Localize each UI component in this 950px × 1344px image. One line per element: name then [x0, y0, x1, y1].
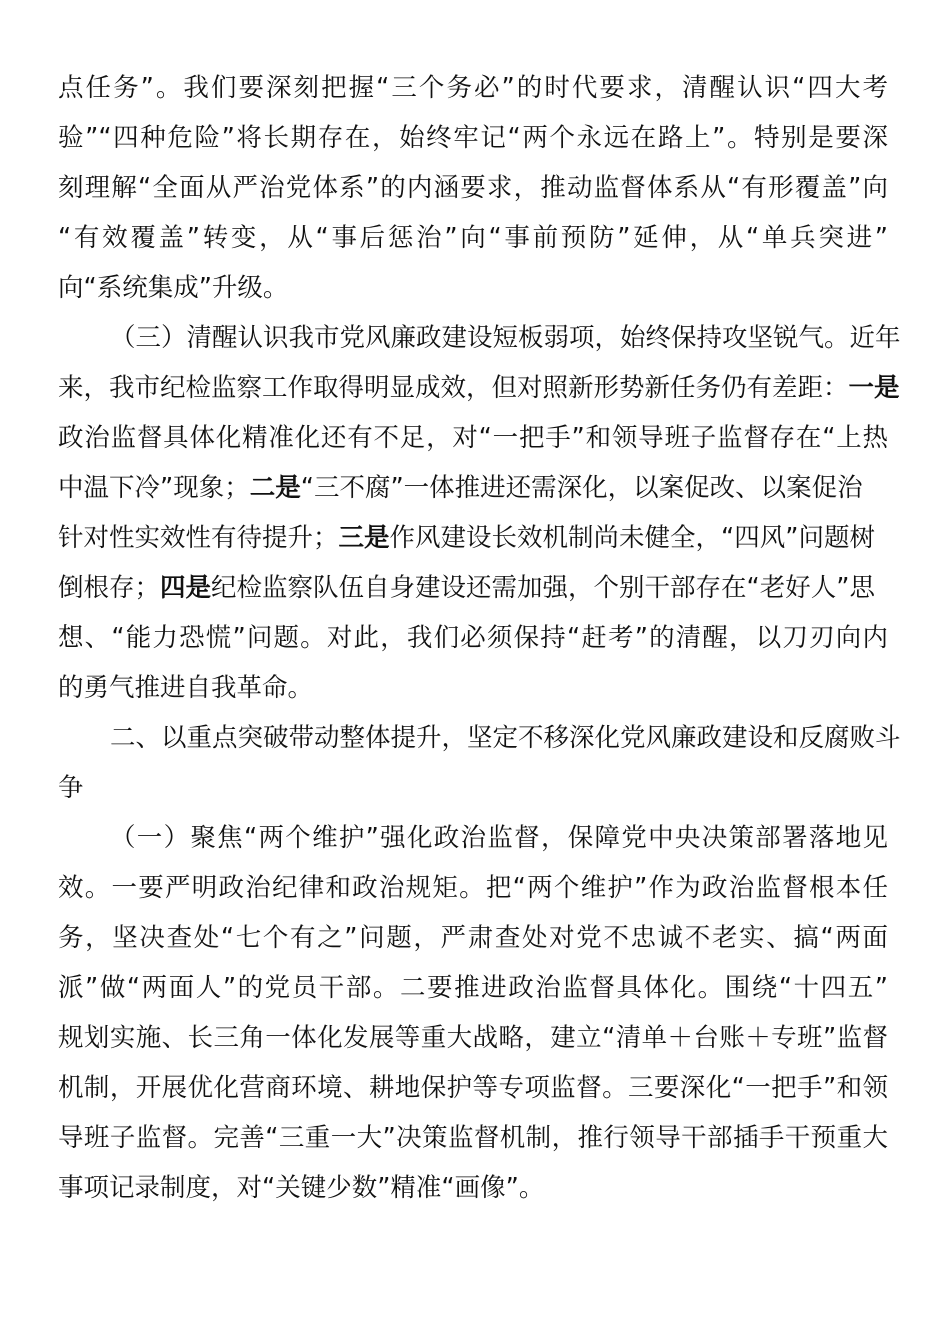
text-line: 的勇气推进自我革命。 [58, 673, 314, 703]
emphasis-label: 一是 [848, 373, 900, 403]
text-line: 规划实施、长三角一体化发展等重大战略，建立“清单＋台账＋专班”监督 [58, 1023, 888, 1053]
section-heading-line: 二、以重点突破带动整体提升，坚定不移深化党风廉政建设和反腐败斗 [110, 723, 901, 753]
text-line: 向“系统集成”升级。 [58, 273, 289, 303]
text-line: 验”“四种危险”将长期存在，始终牢记“两个永远在路上”。特别是要深 [58, 123, 888, 153]
emphasis-label: 三是 [338, 523, 390, 553]
text-line: 派”做“两面人”的党员干部。二要推进政治监督具体化。围绕“十四五” [58, 973, 888, 1003]
text-segment: 倒根存； [58, 573, 161, 603]
text-line: 点任务”。我们要深刻把握“三个务必”的时代要求，清醒认识“四大考 [58, 73, 888, 103]
text-line: 机制，开展优化营商环境、耕地保护等专项监督。三要深化“一把手”和领 [58, 1073, 888, 1103]
text-segment: 来，我市纪检监察工作取得明显成效，但对照新形势新任务仍有差距： [58, 373, 849, 403]
emphasis-label: 四是 [160, 573, 212, 603]
text-line: 想、“能力恐慌”问题。对此，我们必须保持“赶考”的清醒，以刀刃向内 [58, 623, 888, 653]
text-line [58, 520, 888, 556]
text-segment: 作风建设长效机制尚未健全，“四风”问题树 [389, 523, 875, 553]
text-line [58, 470, 888, 506]
text-line [58, 370, 900, 406]
text-line: 导班子监督。完善“三重一大”决策监督机制，推行领导干部插手干预重大 [58, 1123, 888, 1153]
text-segment: 纪检监察队伍自身建设还需加强，个别干部存在“老好人”思 [211, 573, 875, 603]
text-segment: 中温下冷”现象； [58, 473, 250, 503]
text-line: 务，坚决查处“七个有之”问题，严肃查处对党不忠诚不老实、搞“两面 [58, 923, 888, 953]
subsection-heading-line: （三）清醒认识我市党风廉政建设短板弱项，始终保持攻坚锐气。近年 [110, 323, 901, 353]
text-segment: “三不腐”一体推进还需深化，以案促改、以案促治 [300, 473, 863, 503]
text-line: 效。一要严明政治纪律和政治规矩。把“两个维护”作为政治监督根本任 [58, 873, 888, 903]
text-line: 事项记录制度，对“关键少数”精准“画像”。 [58, 1173, 545, 1203]
emphasis-label: 二是 [249, 473, 301, 503]
text-line: “有效覆盖”转变，从“事后惩治”向“事前预防”延伸，从“单兵突进” [58, 223, 888, 253]
text-segment: 针对性实效性有待提升； [58, 523, 339, 553]
text-line [58, 570, 888, 606]
text-line: 刻理解“全面从严治党体系”的内涵要求，推动监督体系从“有形覆盖”向 [58, 173, 888, 203]
section-heading-line: 争 [58, 773, 84, 803]
text-line: 政治监督具体化精准化还有不足，对“一把手”和领导班子监督存在“上热 [58, 423, 888, 453]
subsection-heading-line: （一）聚焦“两个维护”强化政治监督，保障党中央决策部署落地见 [110, 823, 888, 853]
